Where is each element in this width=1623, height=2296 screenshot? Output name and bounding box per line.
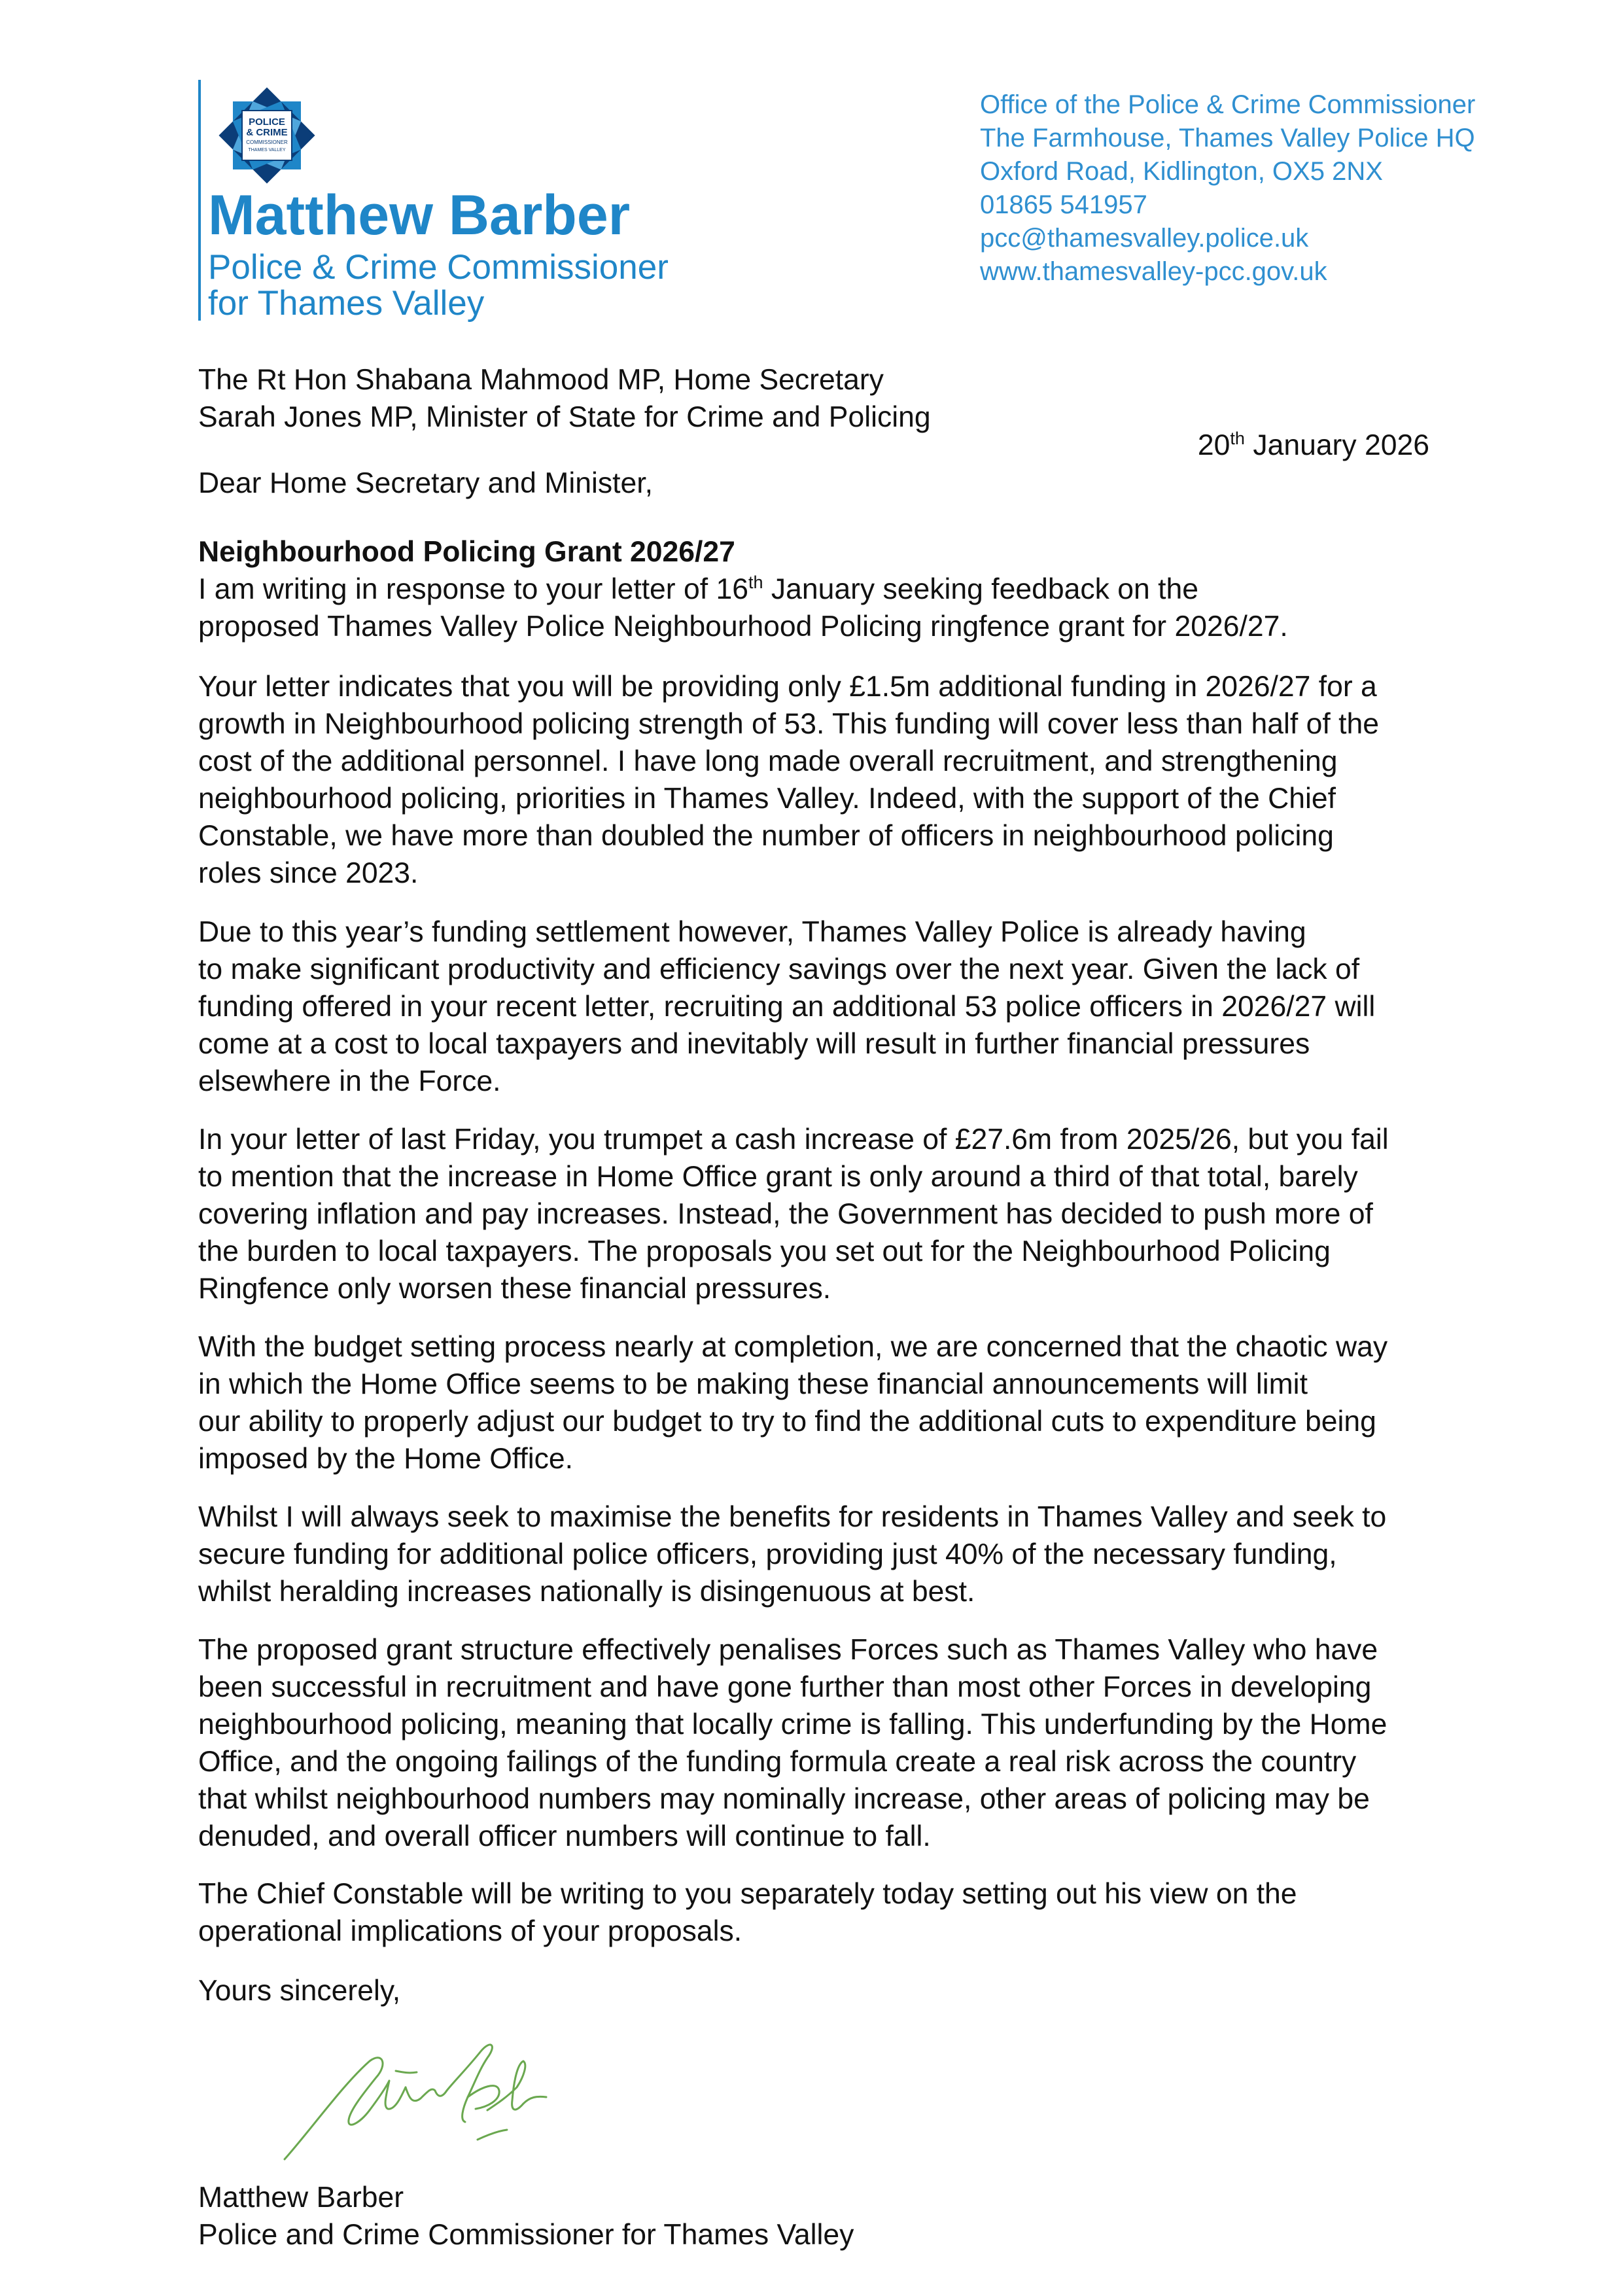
signoff-name: Matthew Barber (198, 2181, 404, 2214)
paragraph-line: neighbourhood policing, meaning that locally crime is falling. This underfunding by the Home (198, 1708, 1387, 1740)
intro-sup: th (748, 573, 763, 593)
logo-subtitle-1: Police & Crime Commissioner (208, 248, 669, 287)
logo-subtitle-2: for Thames Valley (208, 284, 485, 323)
paragraph-grant-structure (198, 1631, 1387, 1855)
badge-line-2: & CRIME (246, 127, 288, 138)
paragraph-line: whilst heralding increases nationally is disingenuous at best. (198, 1576, 975, 1608)
paragraph-line: Whilst I will always seek to maximise the benefits for residents in Thames Valley and seek to (198, 1501, 1387, 1533)
intro-text-a: I am writing in response to your letter of 16 (198, 573, 748, 605)
signoff-title: Police and Crime Commissioner for Thames Valley (198, 2219, 854, 2251)
paragraph-cash-increase (198, 1121, 1389, 1307)
pcc-badge-logo (211, 80, 323, 191)
paragraph-line: the burden to local taxpayers. The proposals you set out for the Neighbourhood Policing (198, 1235, 1331, 1267)
paragraph-settlement (198, 913, 1375, 1100)
date-month-year: January 2026 (1244, 429, 1429, 461)
paragraph-line: imposed by the Home Office. (198, 1443, 574, 1475)
commissioner-name-logo: Matthew Barber (208, 184, 631, 247)
recipient-line-2: Sarah Jones MP, Minister of State for Crime and Policing (198, 401, 931, 433)
paragraph-line: Constable, we have more than doubled the number of officers in neighbourhood policing (198, 820, 1334, 852)
paragraph-line: growth in Neighbourhood policing strength of 53. This funding will cover less than half of the (198, 708, 1379, 740)
subject-heading: Neighbourhood Policing Grant 2026/27 (198, 536, 735, 568)
paragraph-line: Ringfence only worsen these financial pressures. (198, 1273, 831, 1305)
salutation: Dear Home Secretary and Minister, (198, 467, 653, 499)
handwritten-signature (271, 2025, 579, 2169)
paragraph-line: our ability to properly adjust our budget to try to find the additional cuts to expenditure being (198, 1405, 1376, 1438)
paragraph-line: The Chief Constable will be writing to you separately today setting out his view on the (198, 1878, 1297, 1910)
recipient-line-1: The Rt Hon Shabana Mahmood MP, Home Secretary (198, 364, 884, 396)
paragraph-line: In your letter of last Friday, you trumpet a cash increase of £27.6m from 2025/26, but you fail (198, 1123, 1389, 1156)
paragraph-funding (198, 668, 1379, 892)
logo-vertical-rule (198, 80, 201, 321)
paragraph-line: funding offered in your recent letter, recruiting an additional 53 police officers in 2026/27 will (198, 991, 1376, 1023)
badge-line-4: THAMES VALLEY (248, 148, 286, 152)
office-street: Oxford Road, Kidlington, OX5 2NX (980, 157, 1383, 186)
paragraph-line: been successful in recruitment and have gone further than most other Forces in developing (198, 1671, 1372, 1703)
paragraph-line: Due to this year’s funding settlement however, Thames Valley Police is already having (198, 916, 1306, 948)
paragraph-line: Office, and the ongoing failings of the funding formula create a real risk across the country (198, 1746, 1357, 1778)
office-phone: 01865 541957 (980, 190, 1147, 219)
office-building: The Farmhouse, Thames Valley Police HQ (980, 124, 1475, 152)
paragraph-line: that whilst neighbourhood numbers may nominally increase, other areas of policing may be (198, 1783, 1370, 1815)
paragraph-line: in which the Home Office seems to be making these financial announcements will limit (198, 1368, 1308, 1400)
paragraph-line: to mention that the increase in Home Office grant is only around a third of that total, barely (198, 1161, 1358, 1193)
paragraph-line: The proposed grant structure effectively penalises Forces such as Thames Valley who have (198, 1634, 1378, 1666)
paragraph-line: Your letter indicates that you will be providing only £1.5m additional funding in 2026/27 for a (198, 671, 1377, 703)
paragraph-line: roles since 2023. (198, 857, 419, 889)
paragraph-line: secure funding for additional police officers, providing just 40% of the necessary funding, (198, 1538, 1337, 1570)
intro-line-1 (198, 571, 1198, 608)
closing: Yours sincerely, (198, 1975, 401, 2007)
paragraph-benefits (198, 1498, 1386, 1610)
paragraph-line: operational implications of your proposals. (198, 1915, 742, 1947)
paragraph-line: elsewhere in the Force. (198, 1065, 501, 1097)
badge-line-3: COMMISSIONER (246, 139, 288, 145)
paragraph-line: denuded, and overall officer numbers will continue to fall. (198, 1820, 931, 1852)
intro-line-2: proposed Thames Valley Police Neighbourhood Policing ringfence grant for 2026/27. (198, 610, 1288, 643)
intro-text-b: January seeking feedback on the (763, 573, 1198, 605)
paragraph-line: covering inflation and pay increases. Instead, the Government has decided to push more of (198, 1198, 1373, 1230)
paragraph-line: come at a cost to local taxpayers and inevitably will result in further financial pressures (198, 1028, 1310, 1060)
paragraph-chief-constable (198, 1875, 1297, 1950)
paragraph-line: neighbourhood policing, priorities in Thames Valley. Indeed, with the support of the Chief (198, 783, 1336, 815)
office-name: Office of the Police & Crime Commissioner (980, 90, 1476, 119)
date-day: 20 (1197, 429, 1230, 461)
letter-date (1198, 429, 1429, 462)
office-address-block (980, 88, 1475, 289)
office-website[interactable]: www.thamesvalley-pcc.gov.uk (980, 257, 1327, 286)
date-suffix: th (1230, 429, 1245, 449)
paragraph-line: cost of the additional personnel. I have long made overall recruitment, and strengthening (198, 745, 1338, 777)
paragraph-budget-process (198, 1328, 1387, 1477)
office-email[interactable]: pcc@thamesvalley.police.uk (980, 224, 1309, 253)
paragraph-line: With the budget setting process nearly at completion, we are concerned that the chaotic way (198, 1331, 1388, 1363)
paragraph-line: to make significant productivity and efficiency savings over the next year. Given the lack of (198, 953, 1360, 985)
badge-line-1: POLICE (249, 116, 285, 128)
